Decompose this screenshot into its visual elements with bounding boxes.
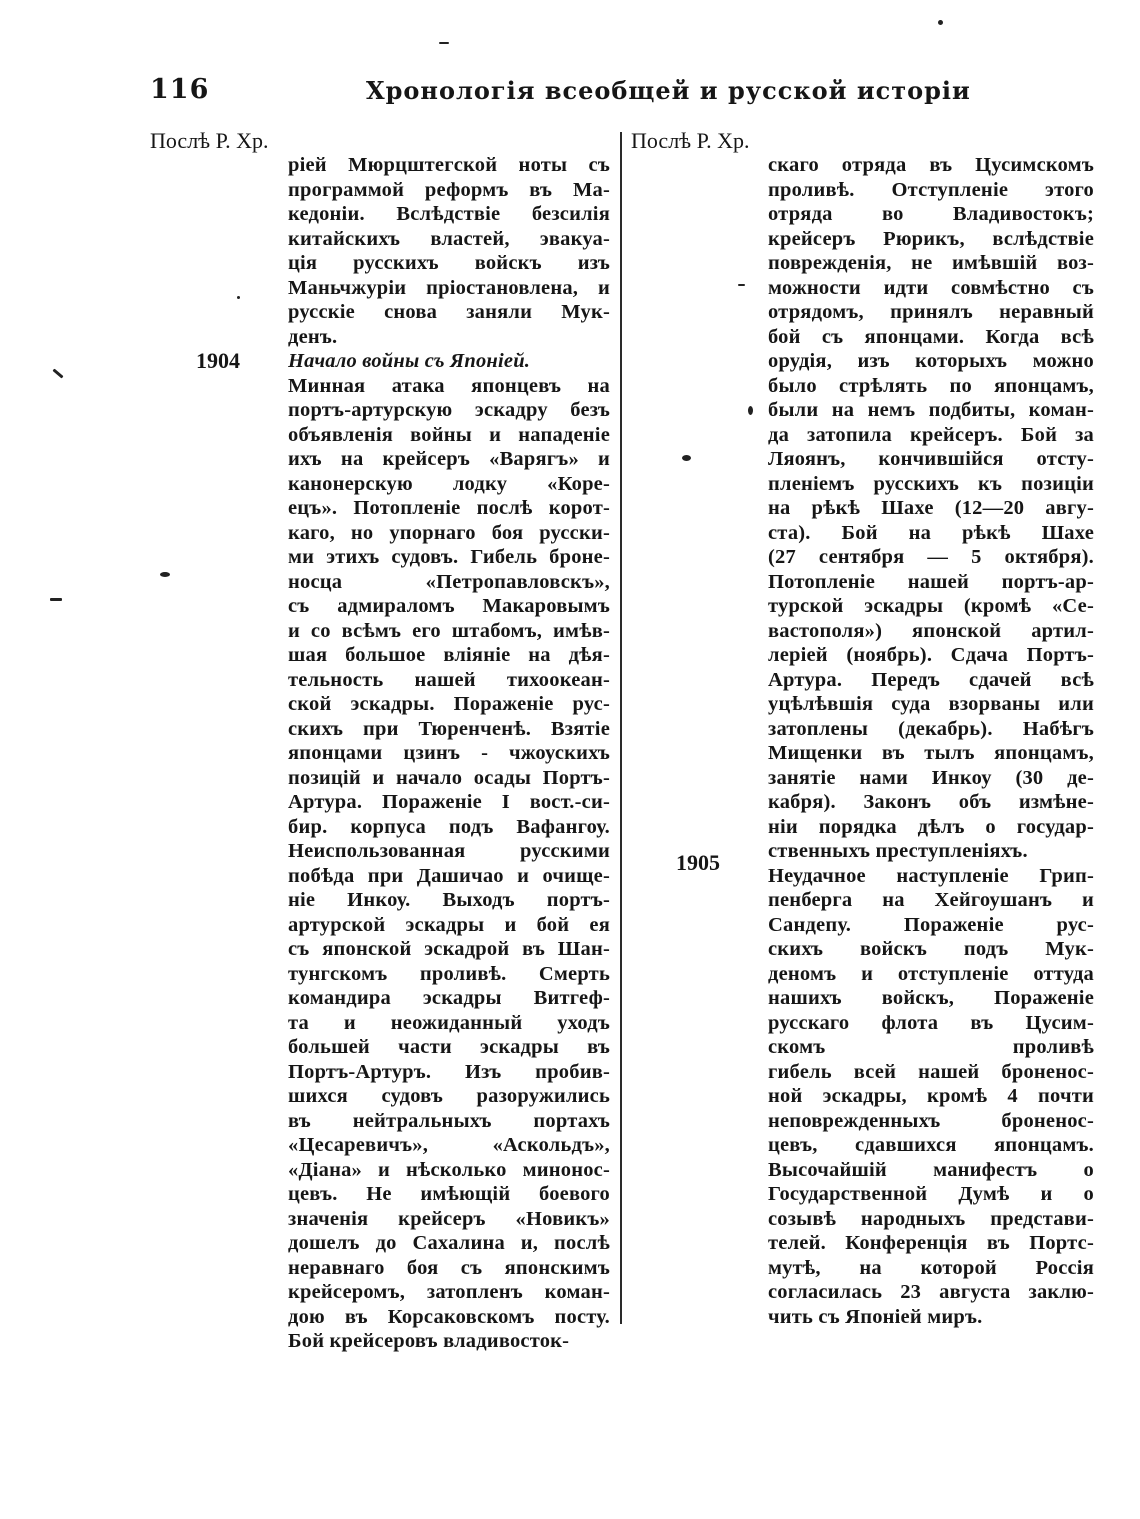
scan-speck — [682, 455, 691, 461]
text-line: пленіемъ русскихъ къ позиціи — [768, 472, 1094, 495]
text-line: гибель всей нашей броненос- — [768, 1060, 1094, 1083]
text-line: программой реформъ въ Ма- — [288, 178, 610, 201]
text-line: Маньчжуріи пріостановлена, и — [288, 276, 610, 299]
text-line: поврежденія, не имѣвшій воз- — [768, 252, 1094, 274]
text-line: Неиспользованная русскими — [288, 840, 610, 862]
text-line: ми этихъ судовъ. Гибель броне- — [288, 546, 610, 568]
text-line: и со всѣмъ его штабомъ, имѣв- — [288, 619, 610, 642]
text-line: канонерскую лодку «Коре- — [288, 472, 610, 495]
text-line: крейсеръ Рюрикъ, вслѣдствіе — [768, 227, 1094, 250]
text-line: портъ-артурскую эскадру безъ — [288, 399, 610, 421]
text-line: побѣда при Дашичао и очище- — [288, 864, 610, 887]
text-line: «Діана» и нѣсколько минонос- — [288, 1158, 610, 1181]
year-1904: 1904 — [196, 348, 240, 373]
text-line: крейсеромъ, затопленъ коман- — [288, 1281, 610, 1303]
text-line: тунгскомъ проливѣ. Смерть — [288, 962, 610, 985]
text-line: мутѣ, на которой Россія — [768, 1256, 1094, 1279]
page-number: 116 — [150, 74, 210, 105]
year-1905: 1905 — [676, 850, 720, 875]
text-line: отряда во Владивостокъ; — [768, 203, 1094, 225]
era-label-right: Послѣ Р. Хр. — [631, 128, 750, 153]
right-continuation — [768, 153, 1094, 864]
right-column-text — [768, 153, 1094, 1329]
text-line: Потопленіе нашей портъ-ар- — [768, 570, 1094, 593]
text-line: та и неожиданный уходъ — [288, 1011, 610, 1034]
text-line: кабря). Законъ объ измѣне- — [768, 791, 1094, 813]
scan-speck — [50, 598, 62, 601]
text-line: Ляоянъ, кончившійся отсту- — [768, 448, 1094, 470]
running-title: Хронологія всеобщей и русской исторіи — [366, 76, 971, 105]
text-line: нашихъ войскъ, Пораженіе — [768, 987, 1094, 1009]
text-line: скихъ войскъ подъ Мук- — [768, 938, 1094, 960]
text-line: неравнаго боя съ японскимъ — [288, 1256, 610, 1279]
text-line: затоплены (декабрь). Набѣгъ — [768, 717, 1094, 740]
entry-1905-body — [768, 864, 1094, 1330]
text-line: Портъ-Артуръ. Изъ пробив- — [288, 1060, 610, 1083]
text-line: телей. Конференція въ Портс- — [768, 1232, 1094, 1254]
text-line: скихъ при Тюренченѣ. Взятіе — [288, 717, 610, 740]
text-line: Сандепу. Пораженіе рус- — [768, 913, 1094, 936]
text-line: отрядомъ, принялъ неравный — [768, 301, 1094, 323]
text-line: ецъ». Потопленіе послѣ корот- — [288, 497, 610, 519]
text-line: ста). Бой на рѣкѣ Шахе — [768, 521, 1094, 544]
text-line: Высочайшій манифестъ о — [768, 1158, 1094, 1181]
text-line: леріей (ноябрь). Сдача Портъ- — [768, 644, 1094, 666]
scan-speck — [52, 368, 63, 378]
text-line: тельность нашей тихоокеан- — [288, 668, 610, 691]
text-line: въ нейтральныхъ портахъ — [288, 1109, 610, 1132]
scan-speck — [160, 572, 170, 577]
text-line: позицій и начало осады Портъ- — [288, 766, 610, 789]
text-line: съ японской эскадрой въ Шан- — [288, 938, 610, 960]
scan-speck — [439, 42, 449, 44]
scan-speck — [938, 20, 943, 25]
text-line: да затопила крейсеръ. Бой за — [768, 423, 1094, 446]
text-line: шая большое вліяніе на дѣя- — [288, 644, 610, 666]
text-line: командира эскадры Витгеф- — [288, 987, 610, 1009]
left-column-text — [288, 153, 610, 1354]
text-line: деномъ и отступленіе оттуда — [768, 962, 1094, 985]
entry-1904-body — [288, 374, 610, 1354]
text-line: Государственной Думѣ и о — [768, 1183, 1094, 1205]
scan-speck — [748, 406, 753, 415]
text-line: Бой крейсеровъ владивосток- — [288, 1330, 570, 1352]
column-divider — [620, 132, 622, 1324]
text-line: Артура. Передъ сдачей всѣ — [768, 668, 1094, 691]
text-line: занятіе нами Инкоу (30 де- — [768, 766, 1094, 789]
text-line: дошелъ до Сахалина и, послѣ — [288, 1232, 610, 1254]
text-line: носца «Петропавловскъ», — [288, 570, 610, 593]
text-line: ственныхъ преступленіяхъ. — [768, 840, 1028, 862]
scan-speck — [237, 296, 240, 299]
text-line: были на немъ подбиты, коман- — [768, 399, 1094, 421]
text-line: бир. корпуса подъ Вафангоу. — [288, 815, 610, 838]
text-line: артурской эскадры и бой ея — [288, 913, 610, 936]
text-line: съ адмираломъ Макаровымъ — [288, 595, 610, 617]
text-line: скаго отряда въ Цусимскомъ — [768, 154, 1094, 176]
text-line: Артура. Пораженіе I вост.-си- — [288, 791, 610, 813]
text-line: неповрежденныхъ броненос- — [768, 1109, 1094, 1132]
text-line: ніе Инкоу. Выходъ портъ- — [288, 889, 610, 911]
text-line: Мищенки въ тылъ японцамъ, — [768, 742, 1094, 764]
entry-1904-heading: Начало войны съ Японіей. — [288, 350, 531, 372]
text-line: японцами цзинъ - чжоускихъ — [288, 742, 610, 764]
text-line: цевъ. Не имѣющій боевого — [288, 1183, 610, 1205]
text-line: орудія, изъ которыхъ можно — [768, 350, 1094, 372]
text-line: шихся судовъ разоружились — [288, 1085, 610, 1107]
text-line: вастополя») японской артил- — [768, 619, 1094, 642]
text-line: ріей Мюрцштегской ноты съ — [288, 154, 610, 176]
text-line: Минная атака японцевъ на — [288, 374, 610, 397]
text-line: «Цесаревичъ», «Аскольдъ», — [288, 1134, 610, 1156]
text-line: китайскихъ властей, эвакуа- — [288, 227, 610, 250]
text-line: объявленія войны и нападеніе — [288, 423, 610, 446]
text-line: скомъ проливѣ — [768, 1036, 1094, 1058]
text-line: Неудачное наступленіе Грип- — [768, 864, 1094, 887]
text-line: русскаго флота въ Цусим- — [768, 1011, 1094, 1034]
text-line: значенія крейсеръ «Новикъ» — [288, 1207, 610, 1230]
scan-speck — [738, 284, 745, 286]
text-line: можности идти совмѣстно съ — [768, 276, 1094, 299]
text-line: большей части эскадры въ — [288, 1036, 610, 1058]
text-line: проливѣ. Отступленіе этого — [768, 178, 1094, 201]
text-line: ніи порядка дѣлъ о государ- — [768, 815, 1094, 838]
text-line: созывѣ народныхъ представи- — [768, 1207, 1094, 1230]
text-line: было стрѣлять по японцамъ, — [768, 374, 1094, 397]
page-header — [150, 74, 1090, 114]
text-line: ихъ на крейсеръ «Варягъ» и — [288, 448, 610, 470]
text-line: ція русскихъ войскъ изъ — [288, 252, 610, 274]
text-line: бой съ японцами. Когда всѣ — [768, 325, 1094, 348]
text-line: ской эскадры. Пораженіе рус- — [288, 693, 610, 715]
text-line: кедоніи. Вслѣдствіе безсилія — [288, 203, 610, 225]
text-line: турской эскадры (кромѣ «Се- — [768, 595, 1094, 617]
text-line: уцѣлѣвшія суда взорваны или — [768, 693, 1094, 715]
text-line: дою въ Корсаковскомъ посту. — [288, 1305, 610, 1328]
text-line: русскіе снова заняли Мук- — [288, 301, 610, 323]
text-line: на рѣкѣ Шахе (12—20 авгу- — [768, 497, 1094, 519]
text-line: пенберга на Хейгоушанъ и — [768, 889, 1094, 911]
text-line: согласилась 23 августа заклю- — [768, 1281, 1094, 1303]
text-line: денъ. — [288, 325, 338, 348]
text-line: ной эскадры, кромѣ 4 почти — [768, 1085, 1094, 1107]
text-line: чить съ Японіей миръ. — [768, 1305, 983, 1328]
text-line: цевъ, сдавшихся японцамъ. — [768, 1134, 1094, 1156]
era-label-left: Послѣ Р. Хр. — [150, 128, 269, 153]
text-line: (27 сентября — 5 октября). — [768, 546, 1094, 568]
left-continuation — [288, 153, 610, 349]
text-line: каго, но упорнаго боя русски- — [288, 521, 610, 544]
